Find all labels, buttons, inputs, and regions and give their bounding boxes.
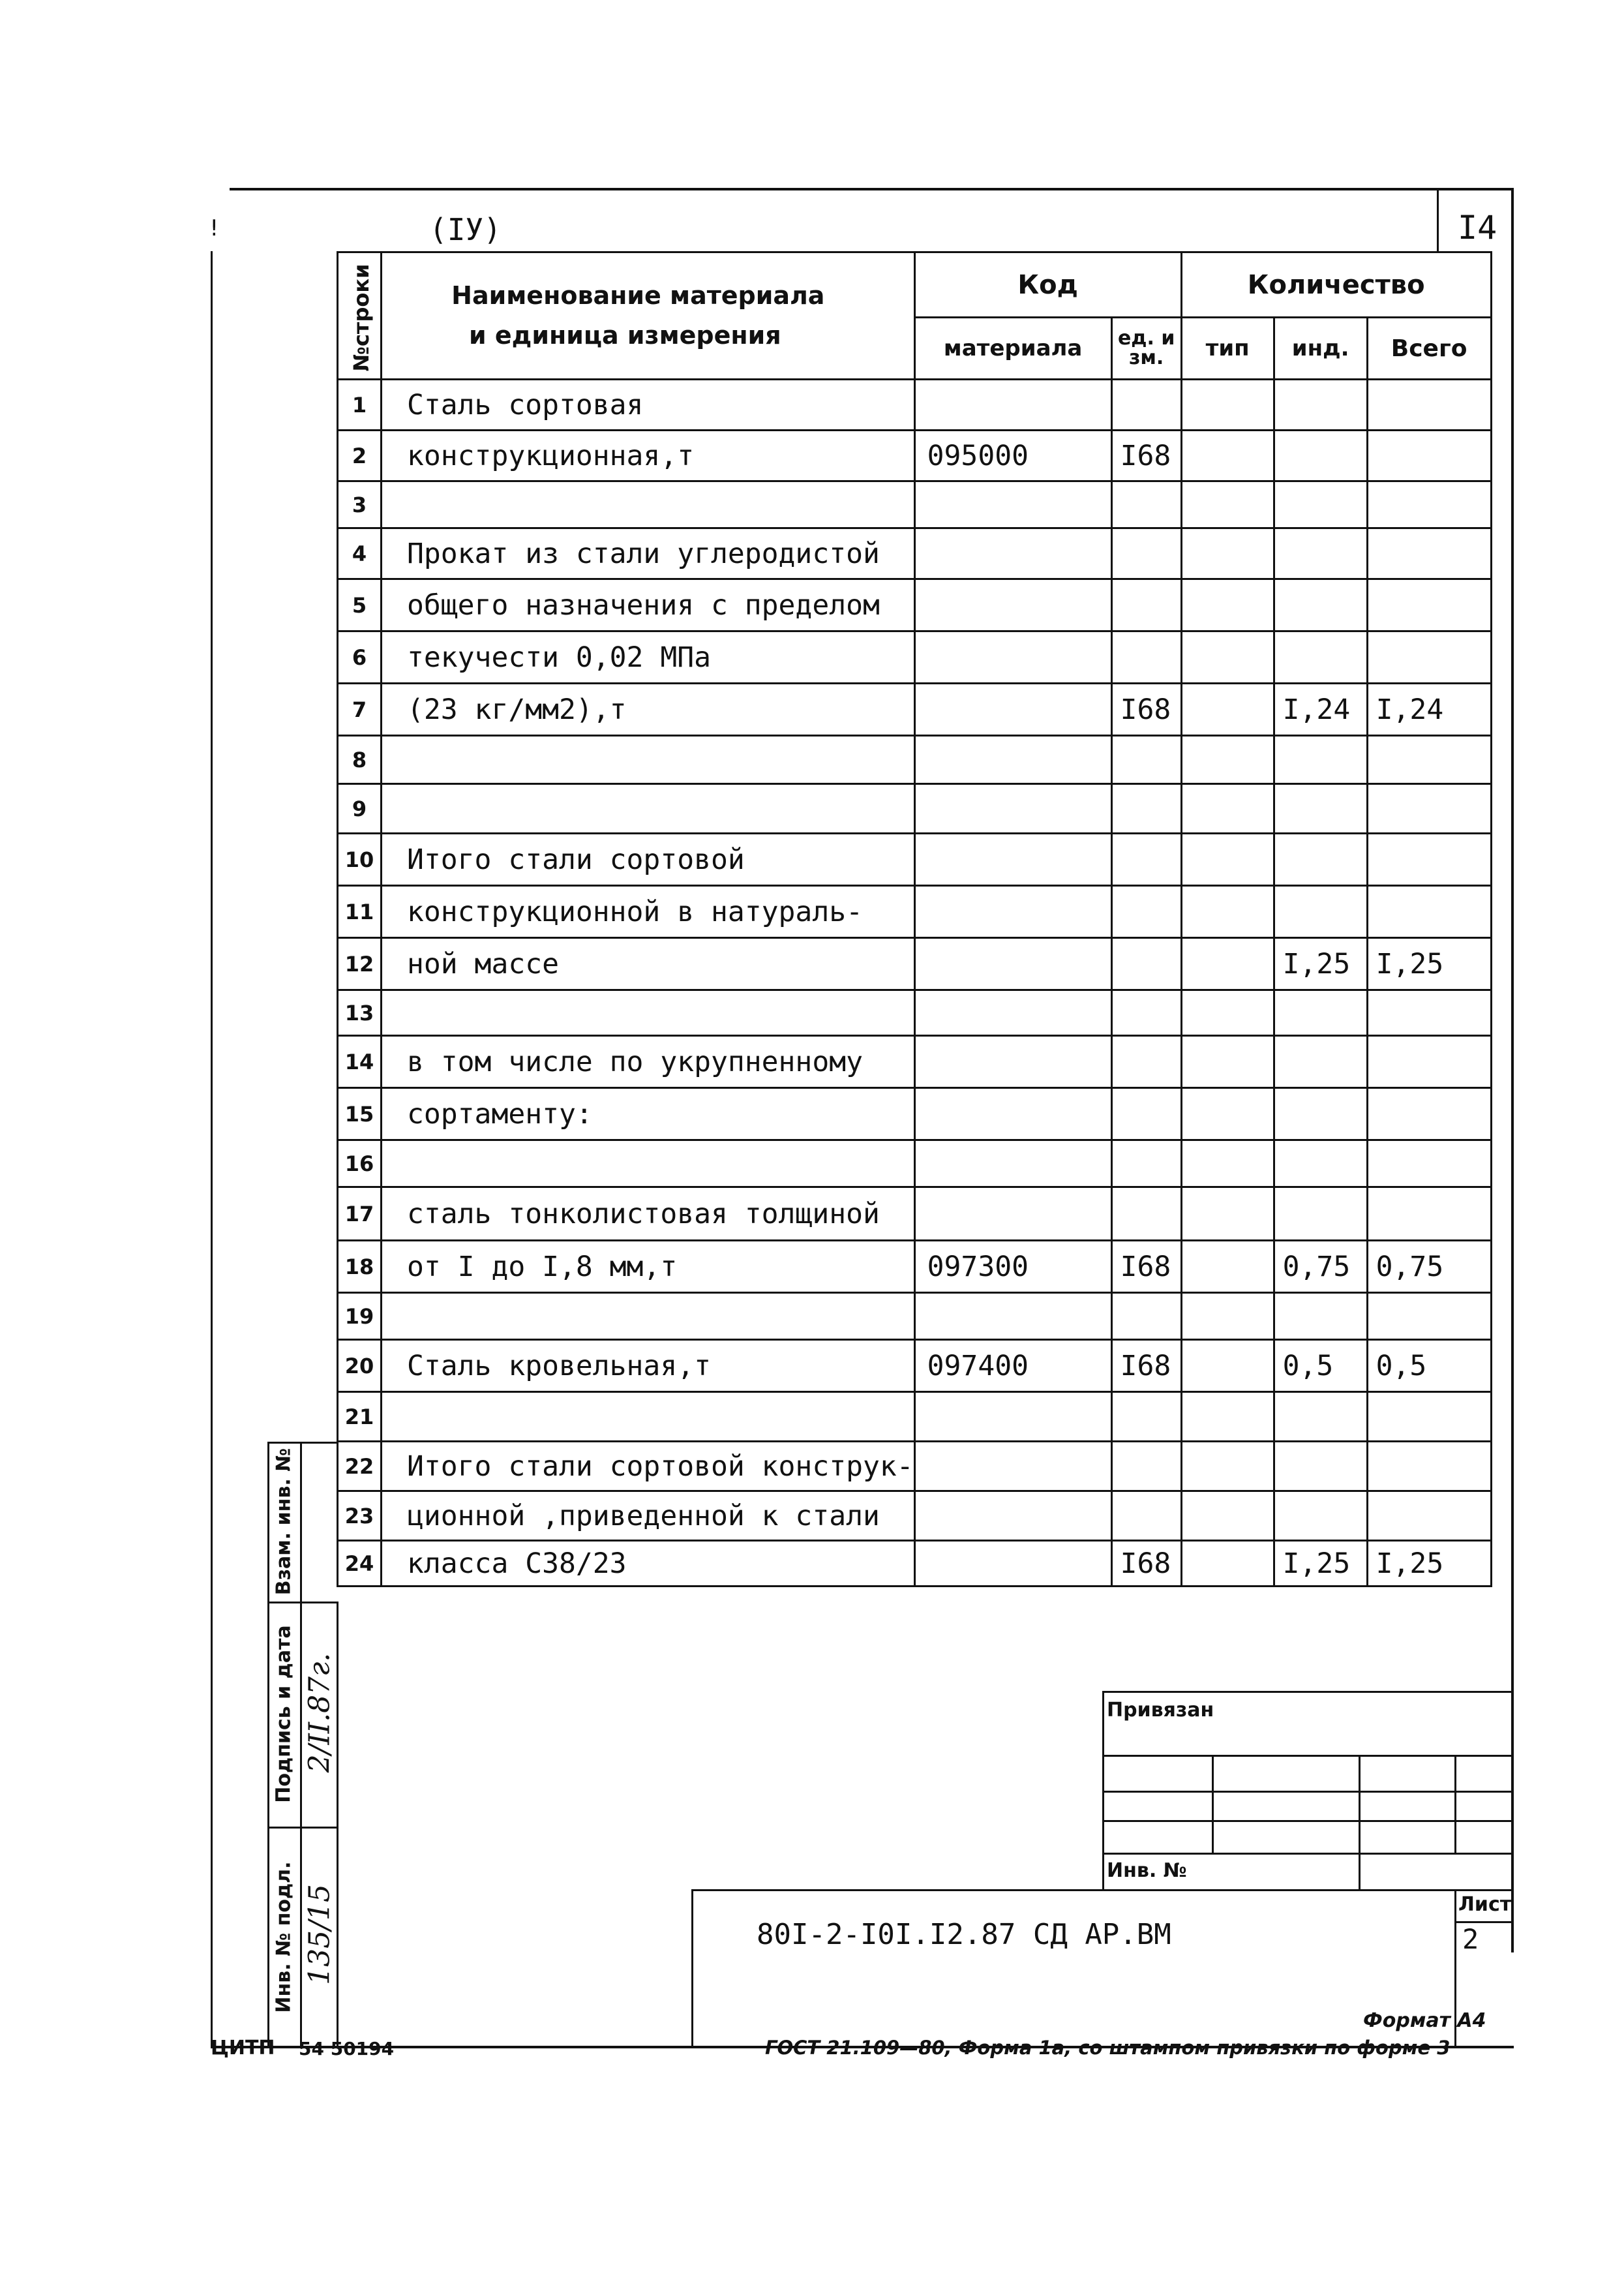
row-number: 5 bbox=[338, 579, 382, 631]
table-row bbox=[338, 579, 1492, 631]
table-row bbox=[338, 1088, 1492, 1140]
row-qty-type bbox=[1181, 886, 1274, 938]
row-code-material bbox=[914, 1491, 1111, 1541]
row-name: конструкционной в натураль- bbox=[382, 886, 915, 938]
side-mark: ! bbox=[207, 215, 221, 241]
footer-order-number: 54 50194 bbox=[299, 2038, 395, 2059]
row-name: сталь тонколистовая толщиной bbox=[382, 1187, 915, 1241]
row-code-material bbox=[914, 631, 1111, 684]
row-code-unit bbox=[1111, 1140, 1181, 1187]
row-name: класса С38/23 bbox=[382, 1541, 915, 1587]
row-name bbox=[382, 1293, 915, 1340]
row-code-unit bbox=[1111, 1392, 1181, 1442]
row-number: 1 bbox=[338, 380, 382, 431]
sheet-label: Лист bbox=[1458, 1893, 1512, 1916]
row-code-material: 095000 bbox=[914, 431, 1111, 481]
row-qty-type bbox=[1181, 431, 1274, 481]
header-name-line1: Наименование материала bbox=[451, 281, 825, 311]
row-qty-total bbox=[1367, 481, 1491, 528]
row-code-material bbox=[914, 938, 1111, 990]
row-qty-ind bbox=[1274, 1442, 1367, 1491]
row-name bbox=[382, 1392, 915, 1442]
row-code-material bbox=[914, 1392, 1111, 1442]
frame-left-line bbox=[211, 251, 213, 2048]
row-qty-total: 0,5 bbox=[1367, 1340, 1491, 1392]
row-code-material bbox=[914, 380, 1111, 431]
row-qty-total: I,25 bbox=[1367, 938, 1491, 990]
footer-format: Формат А4 bbox=[1363, 2009, 1486, 2032]
header-qty-total: Всего bbox=[1367, 318, 1491, 380]
row-qty-type bbox=[1181, 1140, 1274, 1187]
row-code-material bbox=[914, 1088, 1111, 1140]
handwritten-inv-number: 135/15 bbox=[303, 1884, 337, 1985]
row-name: (23 кг/мм2),т bbox=[382, 684, 915, 736]
material-spec-table bbox=[337, 251, 1492, 1587]
row-code-unit: I68 bbox=[1111, 1541, 1181, 1587]
header-qty-ind: инд. bbox=[1274, 318, 1367, 380]
row-code-unit bbox=[1111, 481, 1181, 528]
row-code-unit bbox=[1111, 834, 1181, 886]
row-code-unit bbox=[1111, 528, 1181, 579]
row-qty-type bbox=[1181, 528, 1274, 579]
side-strip-right bbox=[300, 1442, 302, 2048]
row-code-unit bbox=[1111, 579, 1181, 631]
row-code-unit: I68 bbox=[1111, 1340, 1181, 1392]
side-strip-div-1 bbox=[267, 1602, 337, 1603]
row-code-unit: I68 bbox=[1111, 431, 1181, 481]
row-qty-type bbox=[1181, 631, 1274, 684]
row-name bbox=[382, 736, 915, 784]
row-name: Прокат из стали углеродистой bbox=[382, 528, 915, 579]
row-qty-total bbox=[1367, 736, 1491, 784]
sheet-number: 2 bbox=[1462, 1923, 1479, 1955]
stamp-hline-1 bbox=[1102, 1755, 1513, 1757]
row-code-unit bbox=[1111, 1088, 1181, 1140]
header-quantity: Количество bbox=[1181, 252, 1491, 318]
row-qty-type bbox=[1181, 1241, 1274, 1293]
row-name bbox=[382, 481, 915, 528]
row-qty-type bbox=[1181, 1293, 1274, 1340]
row-number: 11 bbox=[338, 886, 382, 938]
row-qty-total bbox=[1367, 886, 1491, 938]
row-qty-type bbox=[1181, 1340, 1274, 1392]
row-qty-type bbox=[1181, 1187, 1274, 1241]
frame-right-line bbox=[1511, 188, 1514, 1952]
row-qty-ind: I,25 bbox=[1274, 1541, 1367, 1587]
row-qty-total bbox=[1367, 579, 1491, 631]
row-name: конструкционная,т bbox=[382, 431, 915, 481]
row-qty-ind bbox=[1274, 528, 1367, 579]
title-block-top bbox=[691, 1889, 1514, 1891]
frame-top-line bbox=[230, 188, 1513, 190]
row-qty-total: I,24 bbox=[1367, 684, 1491, 736]
stamp-vline-3 bbox=[1454, 1755, 1456, 1853]
row-number: 14 bbox=[338, 1036, 382, 1088]
row-name: Итого стали сортовой bbox=[382, 834, 915, 886]
row-qty-type bbox=[1181, 1036, 1274, 1088]
bound-label: Привязан bbox=[1107, 1699, 1214, 1722]
row-name: ной массе bbox=[382, 938, 915, 990]
row-number: 20 bbox=[338, 1340, 382, 1392]
row-code-material bbox=[914, 736, 1111, 784]
row-number: 19 bbox=[338, 1293, 382, 1340]
row-qty-type bbox=[1181, 784, 1274, 834]
row-qty-ind bbox=[1274, 1088, 1367, 1140]
row-qty-total bbox=[1367, 1491, 1491, 1541]
row-qty-ind bbox=[1274, 579, 1367, 631]
row-qty-ind bbox=[1274, 481, 1367, 528]
row-number: 8 bbox=[338, 736, 382, 784]
row-code-unit bbox=[1111, 784, 1181, 834]
row-code-material bbox=[914, 834, 1111, 886]
stamp-hline-4 bbox=[1102, 1853, 1513, 1855]
header-material-name bbox=[382, 252, 915, 380]
stamp-vline-2 bbox=[1359, 1755, 1361, 1891]
row-code-unit bbox=[1111, 990, 1181, 1036]
title-block-left bbox=[691, 1889, 693, 2048]
table-row bbox=[338, 1293, 1492, 1340]
table-left-extension bbox=[337, 1602, 338, 2048]
footer-org: ЦИТП bbox=[211, 2037, 275, 2059]
stamp-hline-2 bbox=[1102, 1791, 1513, 1793]
row-qty-total bbox=[1367, 1036, 1491, 1088]
table-row bbox=[338, 1340, 1492, 1392]
row-code-unit bbox=[1111, 1491, 1181, 1541]
row-qty-total bbox=[1367, 528, 1491, 579]
table-row bbox=[338, 1541, 1492, 1587]
row-name: от I до I,8 мм,т bbox=[382, 1241, 915, 1293]
row-qty-ind bbox=[1274, 1187, 1367, 1241]
row-code-material bbox=[914, 1036, 1111, 1088]
side-strip-signature-date: Подпись и дата bbox=[272, 1625, 295, 1803]
side-strip-left bbox=[267, 1442, 269, 2048]
header-code-unit: ед. изм. bbox=[1111, 318, 1181, 380]
row-qty-total bbox=[1367, 1088, 1491, 1140]
row-qty-total bbox=[1367, 784, 1491, 834]
row-qty-ind bbox=[1274, 1036, 1367, 1088]
table-row bbox=[338, 1442, 1492, 1491]
row-name bbox=[382, 990, 915, 1036]
row-qty-ind: 0,5 bbox=[1274, 1340, 1367, 1392]
row-number: 17 bbox=[338, 1187, 382, 1241]
row-qty-ind bbox=[1274, 1140, 1367, 1187]
header-code-material: материала bbox=[914, 318, 1111, 380]
row-name bbox=[382, 784, 915, 834]
row-number: 9 bbox=[338, 784, 382, 834]
row-qty-total bbox=[1367, 380, 1491, 431]
row-number: 22 bbox=[338, 1442, 382, 1491]
row-qty-total bbox=[1367, 631, 1491, 684]
table-row bbox=[338, 990, 1492, 1036]
stamp-outer-top bbox=[1102, 1691, 1513, 1693]
row-qty-ind: I,24 bbox=[1274, 684, 1367, 736]
row-code-unit bbox=[1111, 1442, 1181, 1491]
row-code-material bbox=[914, 481, 1111, 528]
table-row bbox=[338, 1241, 1492, 1293]
row-number: 24 bbox=[338, 1541, 382, 1587]
row-qty-ind bbox=[1274, 431, 1367, 481]
row-name: Итого стали сортовой конструк- bbox=[382, 1442, 915, 1491]
table-row bbox=[338, 684, 1492, 736]
row-qty-ind bbox=[1274, 1293, 1367, 1340]
row-code-material bbox=[914, 1187, 1111, 1241]
row-number: 18 bbox=[338, 1241, 382, 1293]
table-row bbox=[338, 834, 1492, 886]
inv-no-label: Инв. № bbox=[1107, 1859, 1187, 1882]
table-row bbox=[338, 886, 1492, 938]
row-code-material bbox=[914, 1541, 1111, 1587]
document-code: 80I-2-I0I.I2.87 СД АР.ВМ bbox=[757, 1918, 1171, 1951]
row-qty-total: 0,75 bbox=[1367, 1241, 1491, 1293]
row-qty-ind bbox=[1274, 380, 1367, 431]
row-code-material bbox=[914, 784, 1111, 834]
row-qty-ind bbox=[1274, 1491, 1367, 1541]
page-number-box-left bbox=[1437, 188, 1439, 251]
table-row bbox=[338, 736, 1492, 784]
row-number: 3 bbox=[338, 481, 382, 528]
footer-gost: ГОСТ 21.109—80, Форма 1а, со штампом привязки по форме 3 bbox=[765, 2037, 1451, 2059]
row-name bbox=[382, 1140, 915, 1187]
row-qty-type bbox=[1181, 1392, 1274, 1442]
row-number: 21 bbox=[338, 1392, 382, 1442]
row-qty-ind: I,25 bbox=[1274, 938, 1367, 990]
row-number: 6 bbox=[338, 631, 382, 684]
row-qty-type bbox=[1181, 736, 1274, 784]
header-qty-type: тип bbox=[1181, 318, 1274, 380]
row-code-unit bbox=[1111, 736, 1181, 784]
side-strip-div-2 bbox=[267, 1827, 337, 1829]
table-row bbox=[338, 380, 1492, 431]
table-row bbox=[338, 1036, 1492, 1088]
row-qty-type bbox=[1181, 1491, 1274, 1541]
row-qty-type bbox=[1181, 1541, 1274, 1587]
row-number: 2 bbox=[338, 431, 382, 481]
row-qty-ind bbox=[1274, 1392, 1367, 1442]
row-name: Сталь сортовая bbox=[382, 380, 915, 431]
table-row bbox=[338, 431, 1492, 481]
row-qty-total bbox=[1367, 1442, 1491, 1491]
row-qty-ind: 0,75 bbox=[1274, 1241, 1367, 1293]
row-number: 23 bbox=[338, 1491, 382, 1541]
row-code-unit bbox=[1111, 380, 1181, 431]
row-code-material bbox=[914, 886, 1111, 938]
row-code-unit bbox=[1111, 631, 1181, 684]
header-name-line2: и единица измерения bbox=[469, 321, 781, 350]
stamp-hline-3 bbox=[1102, 1820, 1513, 1822]
row-code-unit: I68 bbox=[1111, 1241, 1181, 1293]
table-row bbox=[338, 938, 1492, 990]
row-name: ционной ,приведенной к стали bbox=[382, 1491, 915, 1541]
row-number: 4 bbox=[338, 528, 382, 579]
header-row-number-label: №строки bbox=[349, 264, 374, 372]
row-qty-type bbox=[1181, 481, 1274, 528]
header-code: Код bbox=[914, 252, 1181, 318]
row-qty-ind bbox=[1274, 784, 1367, 834]
table-row bbox=[338, 528, 1492, 579]
row-qty-total bbox=[1367, 1140, 1491, 1187]
row-code-unit bbox=[1111, 1187, 1181, 1241]
row-qty-total bbox=[1367, 834, 1491, 886]
row-number: 7 bbox=[338, 684, 382, 736]
row-qty-total bbox=[1367, 1293, 1491, 1340]
table-row bbox=[338, 1187, 1492, 1241]
row-code-material bbox=[914, 1293, 1111, 1340]
table-row bbox=[338, 1140, 1492, 1187]
row-qty-total bbox=[1367, 1392, 1491, 1442]
side-strip-vzam-inv: Взам. инв. № bbox=[272, 1448, 295, 1596]
row-code-material: 097300 bbox=[914, 1241, 1111, 1293]
stamp-vline-1 bbox=[1212, 1755, 1214, 1853]
row-code-material bbox=[914, 1442, 1111, 1491]
row-qty-type bbox=[1181, 1442, 1274, 1491]
row-qty-type bbox=[1181, 579, 1274, 631]
table-row bbox=[338, 631, 1492, 684]
row-code-material bbox=[914, 684, 1111, 736]
row-qty-total: I,25 bbox=[1367, 1541, 1491, 1587]
row-number: 13 bbox=[338, 990, 382, 1036]
row-name: общего назначения с пределом bbox=[382, 579, 915, 631]
sheet-section-label: (IУ) bbox=[429, 212, 502, 247]
row-qty-total bbox=[1367, 1187, 1491, 1241]
handwritten-date: 2/II.87г. bbox=[303, 1652, 337, 1773]
row-qty-ind bbox=[1274, 834, 1367, 886]
row-qty-type bbox=[1181, 938, 1274, 990]
row-qty-total bbox=[1367, 990, 1491, 1036]
row-number: 10 bbox=[338, 834, 382, 886]
row-code-material bbox=[914, 579, 1111, 631]
row-qty-ind bbox=[1274, 736, 1367, 784]
table-row bbox=[338, 1491, 1492, 1541]
row-name: сортаменту: bbox=[382, 1088, 915, 1140]
row-qty-total bbox=[1367, 431, 1491, 481]
page-number: I4 bbox=[1458, 209, 1497, 247]
row-qty-type bbox=[1181, 1088, 1274, 1140]
row-code-unit bbox=[1111, 1036, 1181, 1088]
row-number: 12 bbox=[338, 938, 382, 990]
row-code-material bbox=[914, 528, 1111, 579]
header-row-number bbox=[338, 252, 382, 380]
row-name: в том числе по укрупненному bbox=[382, 1036, 915, 1088]
row-code-material bbox=[914, 990, 1111, 1036]
side-strip-inv-podl: Инв. № подл. bbox=[272, 1861, 295, 2013]
row-qty-ind bbox=[1274, 886, 1367, 938]
row-name: текучести 0,02 МПа bbox=[382, 631, 915, 684]
row-qty-type bbox=[1181, 990, 1274, 1036]
row-qty-type bbox=[1181, 380, 1274, 431]
row-qty-ind bbox=[1274, 990, 1367, 1036]
table-row bbox=[338, 784, 1492, 834]
row-number: 16 bbox=[338, 1140, 382, 1187]
row-code-material: 097400 bbox=[914, 1340, 1111, 1392]
row-name: Сталь кровельная,т bbox=[382, 1340, 915, 1392]
row-code-unit bbox=[1111, 938, 1181, 990]
table-row bbox=[338, 481, 1492, 528]
row-qty-type bbox=[1181, 684, 1274, 736]
row-code-unit bbox=[1111, 1293, 1181, 1340]
row-code-material bbox=[914, 1140, 1111, 1187]
table-row bbox=[338, 1392, 1492, 1442]
row-code-unit: I68 bbox=[1111, 684, 1181, 736]
row-code-unit bbox=[1111, 886, 1181, 938]
row-qty-ind bbox=[1274, 631, 1367, 684]
row-qty-type bbox=[1181, 834, 1274, 886]
row-number: 15 bbox=[338, 1088, 382, 1140]
